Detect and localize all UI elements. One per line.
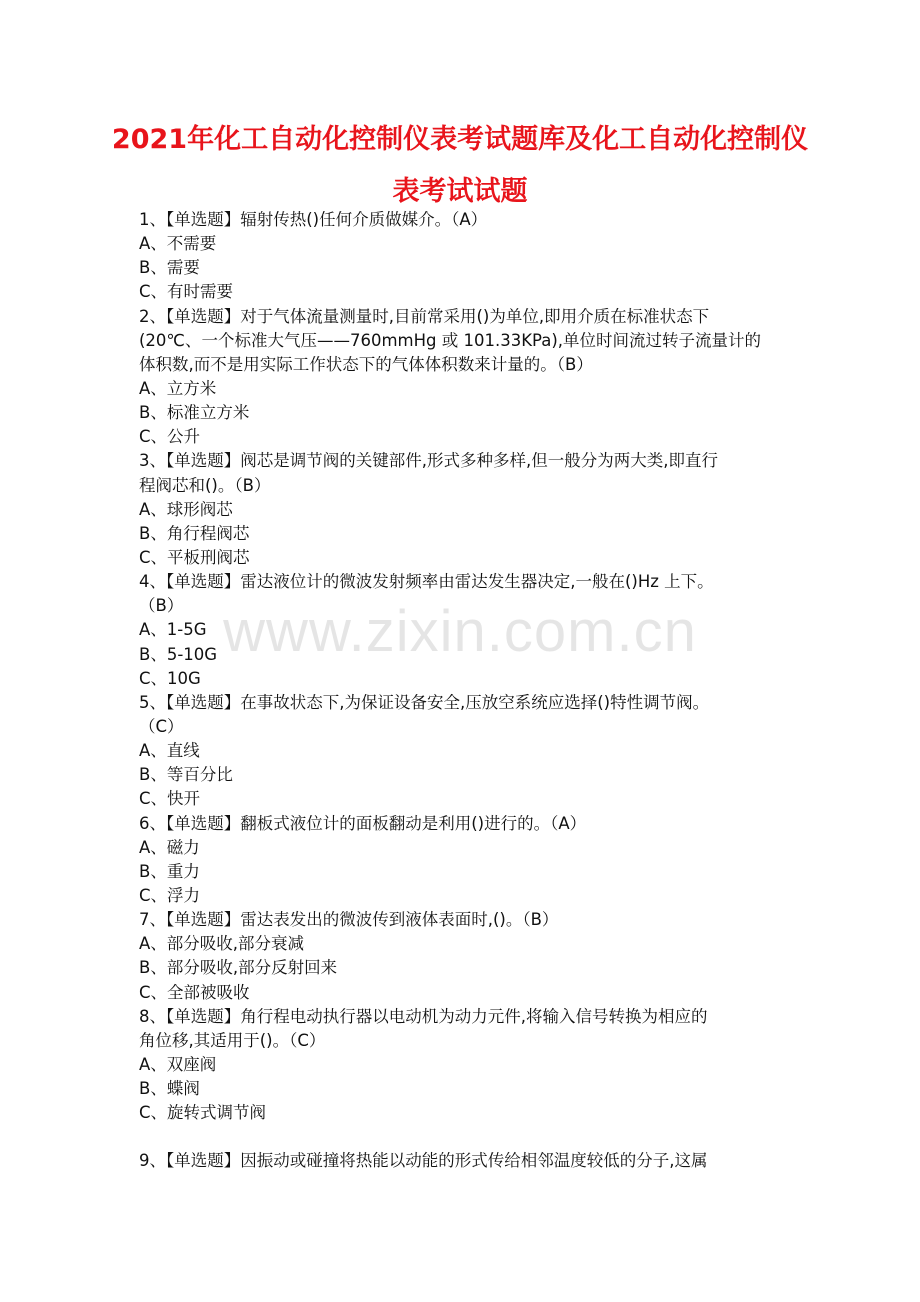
answer-option: C、平板刑阀芯 xyxy=(139,547,250,567)
question-text-line: 8、【单选题】角行程电动执行器以电动机为动力元件,将输入信号转换为相应的 xyxy=(139,1006,708,1026)
title-line-1: 2021年化工自动化控制仪表考试题库及化工自动化控制仪 xyxy=(111,124,809,155)
answer-option: A、1-5G xyxy=(139,620,207,640)
question-text-line: 程阀芯和()。（B） xyxy=(139,475,271,495)
answer-option: C、旋转式调节阀 xyxy=(139,1103,267,1123)
document-title xyxy=(100,114,820,218)
question-text-line: （C） xyxy=(139,716,184,736)
answer-option: B、重力 xyxy=(139,861,200,881)
answer-option: B、需要 xyxy=(139,258,200,278)
question-text-line: 7、【单选题】雷达表发出的微波传到液体表面时,()。（B） xyxy=(139,910,559,930)
watermark: www.zixin.com.cn xyxy=(223,599,697,664)
question-text-line: 2、【单选题】对于气体流量测量时,目前常采用()为单位,即用介质在标准状态下 xyxy=(139,306,710,326)
question-text-line: 9、【单选题】因振动或碰撞将热能以动能的形式传给相邻温度较低的分子,这属 xyxy=(139,1151,708,1171)
answer-option: C、公升 xyxy=(139,427,201,447)
question-text-line: 1、【单选题】辐射传热()任何介质做媒介。（A） xyxy=(139,210,488,229)
answer-option: B、5-10G xyxy=(139,644,218,664)
blank-line xyxy=(139,1125,784,1149)
question-text-line: （B） xyxy=(139,596,184,616)
answer-option: B、部分吸收,部分反射回来 xyxy=(139,958,338,978)
question-text-line: 体积数,而不是用实际工作状态下的气体体积数来计量的。（B） xyxy=(139,354,593,374)
answer-option: A、直线 xyxy=(139,741,200,761)
answer-option: C、快开 xyxy=(139,789,201,809)
answer-option: B、蝶阀 xyxy=(139,1079,200,1099)
answer-option: B、角行程阀芯 xyxy=(139,523,250,543)
answer-option: C、全部被吸收 xyxy=(139,982,250,1002)
question-list xyxy=(139,208,784,1174)
question-text-line: 6、【单选题】翻板式液位计的面板翻动是利用()进行的。（A） xyxy=(139,813,587,833)
answer-option: A、不需要 xyxy=(139,234,217,254)
answer-option: C、浮力 xyxy=(139,885,201,905)
answer-option: A、部分吸收,部分衰减 xyxy=(139,934,305,954)
answer-option: A、球形阀芯 xyxy=(139,499,233,519)
title-line-2: 表考试试题 xyxy=(392,176,528,207)
answer-option: C、10G xyxy=(139,668,201,688)
question-text-line: 4、【单选题】雷达液位计的微波发射频率由雷达发生器决定,一般在()Hz 上下。 xyxy=(139,572,714,592)
answer-option: A、磁力 xyxy=(139,837,200,857)
answer-option: A、双座阀 xyxy=(139,1054,217,1074)
question-text-line: (20℃、一个标准大气压——760mmHg 或 101.33KPa),单位时间流过转子流量计的 xyxy=(139,330,762,350)
answer-option: B、等百分比 xyxy=(139,765,233,785)
question-text-line: 5、【单选题】在事故状态下,为保证设备安全,压放空系统应选择()特性调节阀。 xyxy=(139,692,710,712)
answer-option: C、有时需要 xyxy=(139,282,234,302)
answer-option: B、标准立方米 xyxy=(139,403,250,423)
answer-option: A、立方米 xyxy=(139,378,217,398)
question-text-line: 角位移,其适用于()。（C） xyxy=(139,1030,326,1050)
question-text-line: 3、【单选题】阀芯是调节阀的关键部件,形式多种多样,但一般分为两大类,即直行 xyxy=(139,451,718,471)
